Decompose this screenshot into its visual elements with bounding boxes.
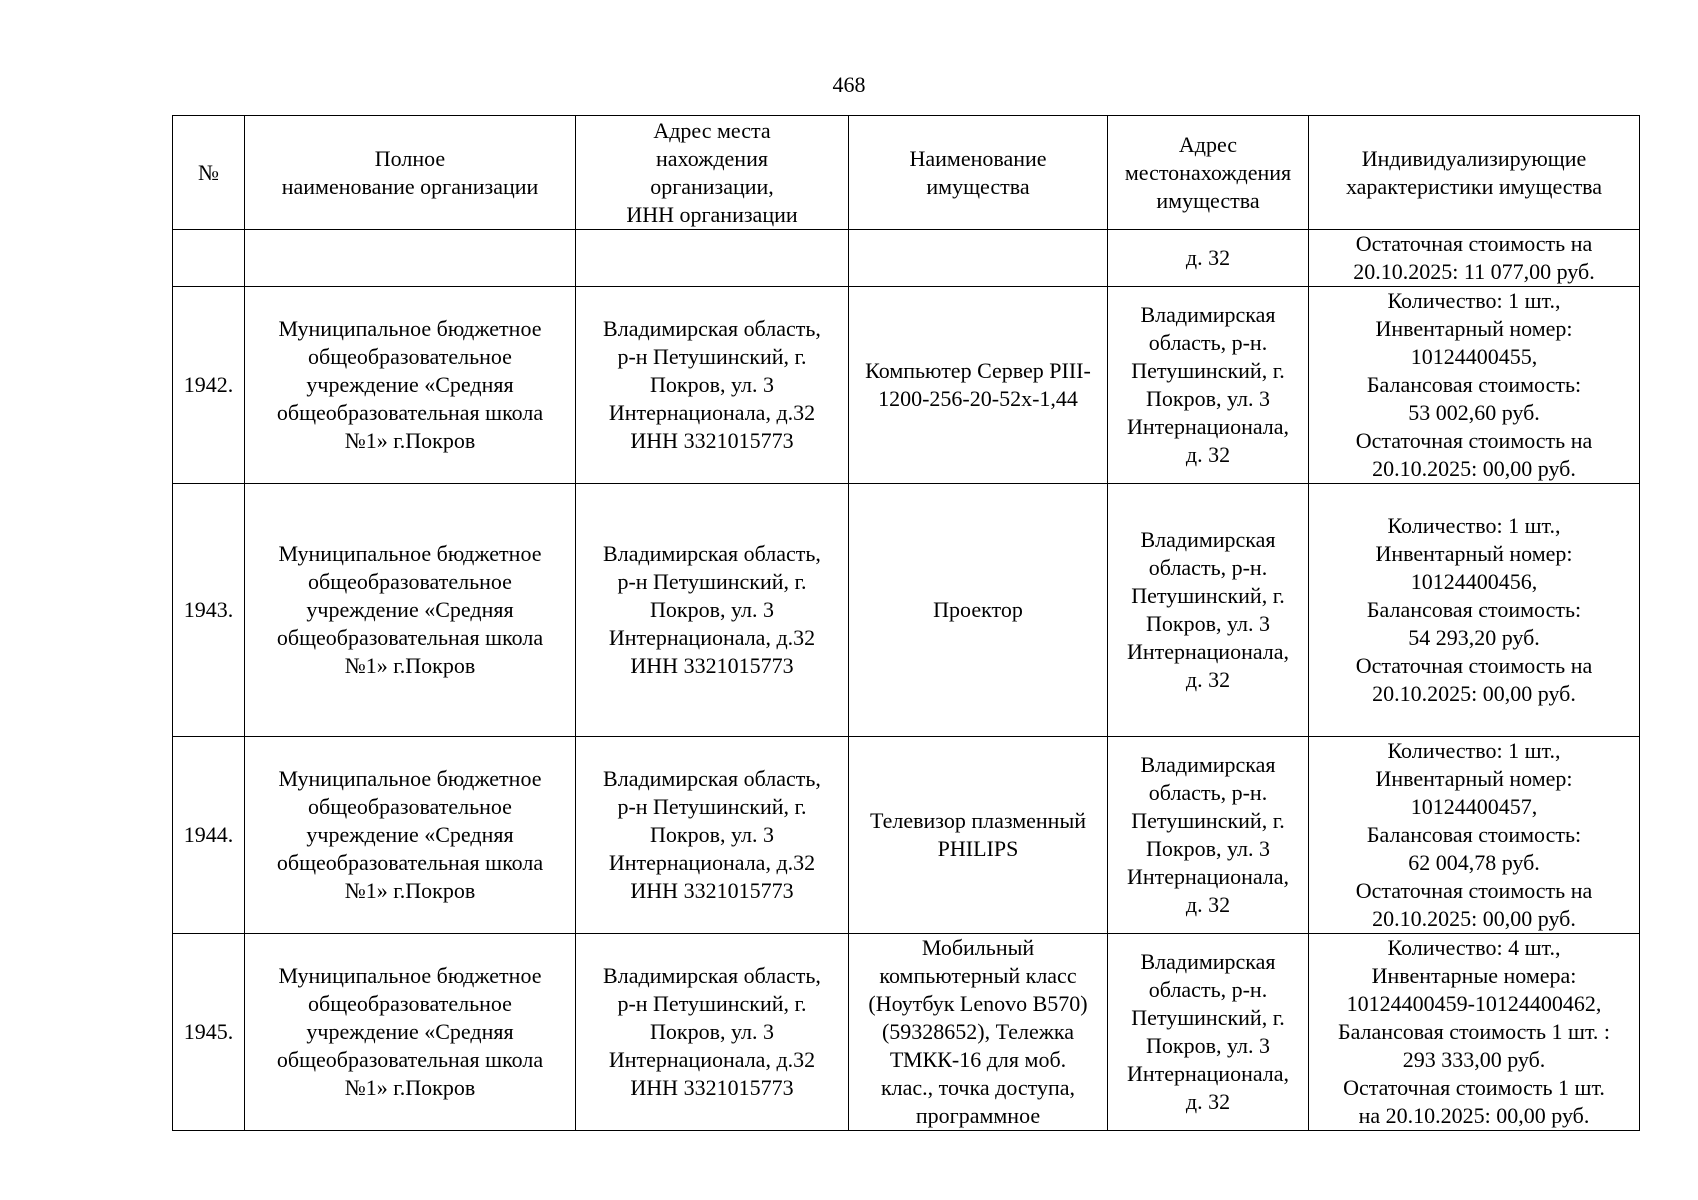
- text-line: учреждение «Средняя: [306, 1019, 514, 1044]
- text-line: 20.10.2025: 00,00 руб.: [1372, 456, 1576, 481]
- text-line: Интернационала, д.32: [608, 400, 816, 425]
- text-line: р-н Петушинский, г.: [617, 991, 807, 1016]
- text-line: Балансовая стоимость:: [1366, 822, 1582, 847]
- cell-number: 1942.: [173, 287, 245, 484]
- text-line: PHILIPS: [937, 836, 1019, 861]
- cell-org-address: [576, 737, 849, 934]
- text-line: д. 32: [1185, 442, 1231, 467]
- text-line: Петушинский, г.: [1131, 583, 1285, 608]
- text-line: р-н Петушинский, г.: [617, 569, 807, 594]
- text-line: 62 004,78 руб.: [1408, 850, 1540, 875]
- cell-org-address: [576, 230, 849, 287]
- text-line: Владимирская: [1140, 752, 1276, 777]
- text-line: Остаточная стоимость 1 шт.: [1343, 1075, 1605, 1100]
- text-line: Балансовая стоимость:: [1366, 597, 1582, 622]
- cell-property-address: [1108, 230, 1309, 287]
- text-line: 20.10.2025: 00,00 руб.: [1372, 681, 1576, 706]
- text-line: 10124400455,: [1410, 344, 1538, 369]
- text-line: Индивидуализирующие: [1361, 145, 1587, 171]
- text-line: 20.10.2025: 00,00 руб.: [1372, 906, 1576, 931]
- text-line: Покров, ул. 3: [1146, 836, 1270, 861]
- text-line: общеобразовательная школа: [276, 625, 544, 650]
- text-line: Остаточная стоимость на: [1355, 878, 1593, 903]
- cell-property-address: [1108, 737, 1309, 934]
- cell-property-address: [1108, 934, 1309, 1131]
- text-line: Интернационала,: [1126, 639, 1290, 664]
- cell-number: 1945.: [173, 934, 245, 1131]
- text-line: учреждение «Средняя: [306, 822, 514, 847]
- text-line: организации,: [650, 173, 774, 199]
- text-line: 10124400457,: [1410, 794, 1538, 819]
- text-line: Интернационала, д.32: [608, 625, 816, 650]
- text-line: (Ноутбук Lenovo B570): [868, 991, 1088, 1016]
- text-line: Балансовая стоимость:: [1366, 372, 1582, 397]
- cell-property-address: [1108, 484, 1309, 737]
- cell-number: 1944.: [173, 737, 245, 934]
- cell-org-address: [576, 287, 849, 484]
- text-line: р-н Петушинский, г.: [617, 344, 807, 369]
- text-line: имущества: [926, 173, 1030, 199]
- text-line: Владимирская область,: [603, 766, 821, 791]
- cell-characteristics: [1309, 934, 1640, 1131]
- cell-org-address: [576, 934, 849, 1131]
- table-header-row: [173, 116, 1640, 230]
- cell-number: [173, 230, 245, 287]
- text-line: №1» г.Покров: [344, 428, 476, 453]
- text-line: Владимирская: [1140, 949, 1276, 974]
- cell-organization: [245, 230, 576, 287]
- text-line: характеристики имущества: [1345, 173, 1603, 199]
- text-line: д. 32: [1185, 245, 1231, 270]
- text-line: компьютерный класс: [879, 963, 1077, 988]
- text-line: общеобразовательное: [308, 991, 512, 1016]
- text-line: Интернационала,: [1126, 414, 1290, 439]
- cell-number: 1943.: [173, 484, 245, 737]
- text-line: Владимирская: [1140, 302, 1276, 327]
- text-line: общеобразовательное: [308, 794, 512, 819]
- header-property-address: [1108, 116, 1309, 230]
- text-line: Интернационала, д.32: [608, 850, 816, 875]
- header-number: [173, 116, 245, 230]
- text-line: Количество: 1 шт.,: [1387, 513, 1561, 538]
- text-line: на 20.10.2025: 00,00 руб.: [1358, 1103, 1590, 1128]
- text-line: Покров, ул. 3: [1146, 386, 1270, 411]
- text-line: Владимирская область,: [603, 316, 821, 341]
- text-line: Петушинский, г.: [1131, 358, 1285, 383]
- header-organization-name: [245, 116, 576, 230]
- text-line: клас., точка доступа,: [880, 1075, 1075, 1100]
- text-line: наименование организации: [281, 173, 539, 199]
- text-line: программное: [915, 1103, 1041, 1128]
- text-line: д. 32: [1185, 667, 1231, 692]
- text-line: общеобразовательная школа: [276, 400, 544, 425]
- table-row: [173, 737, 1640, 934]
- text-line: учреждение «Средняя: [306, 597, 514, 622]
- property-registry-table: [172, 115, 1640, 1131]
- text-line: 293 333,00 руб.: [1402, 1047, 1546, 1072]
- text-line: Полное: [374, 145, 446, 171]
- text-line: Владимирская область,: [603, 541, 821, 566]
- text-line: 1200-256-20-52x-1,44: [878, 386, 1078, 411]
- text-line: Интернационала,: [1126, 1061, 1290, 1086]
- text-line: Количество: 1 шт.,: [1387, 288, 1561, 313]
- continuation-row: [173, 230, 1640, 287]
- cell-property-name: [849, 484, 1108, 737]
- text-line: Муниципальное бюджетное: [278, 963, 542, 988]
- cell-property-name: [849, 230, 1108, 287]
- text-line: ИНН 3321015773: [630, 1075, 794, 1100]
- text-line: 53 002,60 руб.: [1408, 400, 1540, 425]
- text-line: Покров, ул. 3: [650, 372, 774, 397]
- table-row: [173, 934, 1640, 1131]
- text-line: №1» г.Покров: [344, 653, 476, 678]
- cell-organization: [245, 934, 576, 1131]
- text-line: Покров, ул. 3: [650, 822, 774, 847]
- cell-characteristics: [1309, 287, 1640, 484]
- header-organization-address: [576, 116, 849, 230]
- header-characteristics: [1309, 116, 1640, 230]
- text-line: Количество: 1 шт.,: [1387, 738, 1561, 763]
- text-line: ИНН организации: [626, 201, 798, 227]
- page-number: 468: [832, 72, 866, 97]
- text-line: Остаточная стоимость на: [1355, 231, 1593, 256]
- text-line: 10124400459-10124400462,: [1346, 991, 1602, 1016]
- text-line: 20.10.2025: 11 077,00 руб.: [1353, 259, 1595, 284]
- text-line: местонахождения: [1124, 159, 1292, 185]
- cell-characteristics: [1309, 737, 1640, 934]
- text-line: ТМКК-16 для моб.: [889, 1047, 1067, 1072]
- cell-property-name: [849, 934, 1108, 1131]
- text-line: область, р-н.: [1148, 977, 1268, 1002]
- text-line: общеобразовательная школа: [276, 850, 544, 875]
- text-line: ИНН 3321015773: [630, 428, 794, 453]
- text-line: Наименование: [909, 145, 1047, 171]
- text-line: №1» г.Покров: [344, 878, 476, 903]
- text-line: Остаточная стоимость на: [1355, 653, 1593, 678]
- text-line: ИНН 3321015773: [630, 878, 794, 903]
- table-row: [173, 484, 1640, 737]
- text-line: учреждение «Средняя: [306, 372, 514, 397]
- cell-characteristics: [1309, 230, 1640, 287]
- text-line: область, р-н.: [1148, 555, 1268, 580]
- cell-property-address: [1108, 287, 1309, 484]
- text-line: Покров, ул. 3: [650, 1019, 774, 1044]
- text-line: нахождения: [656, 145, 768, 171]
- text-line: 54 293,20 руб.: [1408, 625, 1540, 650]
- text-line: д. 32: [1185, 1089, 1231, 1114]
- text-line: Телевизор плазменный: [869, 808, 1086, 833]
- cell-organization: [245, 484, 576, 737]
- cell-org-address: [576, 484, 849, 737]
- text-line: Петушинский, г.: [1131, 1005, 1285, 1030]
- text-line: Адрес: [1178, 131, 1238, 157]
- text-line: (59328652), Тележка: [881, 1019, 1075, 1044]
- table-row: [173, 287, 1640, 484]
- text-line: 10124400456,: [1410, 569, 1538, 594]
- text-line: №: [198, 159, 219, 185]
- text-line: Покров, ул. 3: [1146, 611, 1270, 636]
- header-property-name: [849, 116, 1108, 230]
- text-line: общеобразовательное: [308, 344, 512, 369]
- text-line: общеобразовательное: [308, 569, 512, 594]
- text-line: Инвентарные номера:: [1371, 963, 1577, 988]
- text-line: общеобразовательная школа: [276, 1047, 544, 1072]
- text-line: Инвентарный номер:: [1375, 316, 1573, 341]
- text-line: Покров, ул. 3: [650, 597, 774, 622]
- text-line: область, р-н.: [1148, 780, 1268, 805]
- text-line: имущества: [1156, 187, 1260, 213]
- text-line: Муниципальное бюджетное: [278, 316, 542, 341]
- text-line: р-н Петушинский, г.: [617, 794, 807, 819]
- text-line: Владимирская: [1140, 527, 1276, 552]
- cell-property-name: [849, 287, 1108, 484]
- text-line: Адрес места: [653, 117, 771, 143]
- cell-organization: [245, 737, 576, 934]
- text-line: Интернационала, д.32: [608, 1047, 816, 1072]
- text-line: Владимирская область,: [603, 963, 821, 988]
- text-line: Покров, ул. 3: [1146, 1033, 1270, 1058]
- text-line: Мобильный: [921, 935, 1035, 960]
- text-line: Петушинский, г.: [1131, 808, 1285, 833]
- cell-property-name: [849, 737, 1108, 934]
- text-line: ИНН 3321015773: [630, 653, 794, 678]
- text-line: Остаточная стоимость на: [1355, 428, 1593, 453]
- text-line: Балансовая стоимость 1 шт. :: [1337, 1019, 1611, 1044]
- cell-characteristics: [1309, 484, 1640, 737]
- text-line: Компьютер Сервер PIII-: [865, 358, 1091, 383]
- text-line: Количество: 4 шт.,: [1387, 935, 1561, 960]
- text-line: №1» г.Покров: [344, 1075, 476, 1100]
- cell-organization: [245, 287, 576, 484]
- text-line: Инвентарный номер:: [1375, 541, 1573, 566]
- text-line: Муниципальное бюджетное: [278, 541, 542, 566]
- text-line: Муниципальное бюджетное: [278, 766, 542, 791]
- text-line: Интернационала,: [1126, 864, 1290, 889]
- text-line: Проектор: [933, 597, 1023, 622]
- text-line: область, р-н.: [1148, 330, 1268, 355]
- text-line: Инвентарный номер:: [1375, 766, 1573, 791]
- text-line: д. 32: [1185, 892, 1231, 917]
